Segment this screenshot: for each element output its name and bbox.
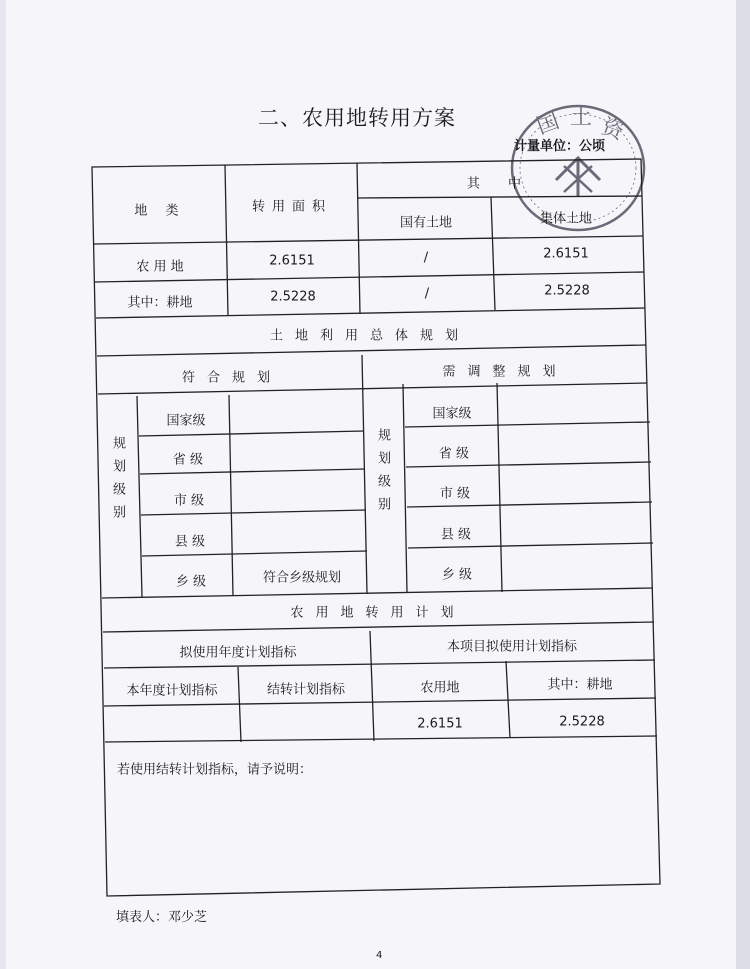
- header-conversion-area: 转用面积: [251, 199, 333, 215]
- farmland-collective-value: 2.6151: [543, 246, 589, 262]
- cultivated-area-value: 2.5228: [270, 289, 316, 305]
- svg-text:土: 土: [570, 105, 593, 130]
- adjust-level-township: 乡 级: [441, 567, 473, 583]
- conform-level-province: 省 级: [172, 452, 204, 468]
- filled-by: [116, 906, 207, 925]
- header-collective-land: 集体土地: [539, 211, 593, 227]
- measurement-unit: 计量单位：公顷: [514, 139, 606, 154]
- svg-text:国: 国: [533, 108, 563, 140]
- header-of-which: 其 中: [466, 176, 534, 192]
- row-label-cultivated: 其中：耕地: [127, 295, 193, 311]
- header-adjust-plan: 需调整规划: [442, 364, 568, 380]
- page-title: 二、农用地转用方案: [258, 106, 456, 130]
- header-farmland: 农用地: [420, 680, 460, 696]
- cultivated-collective-value: 2.5228: [544, 283, 590, 299]
- header-planned-indicators: 拟使用年度计划指标: [179, 645, 297, 661]
- section-title-conversion-plan: 农用地转用计划: [290, 605, 466, 621]
- filled-by-name: 邓少芝: [168, 910, 208, 925]
- cultivated-state-value: /: [424, 286, 430, 302]
- section-title-land-use-plan: 土地利用总体规划: [269, 328, 471, 344]
- carryover-note-label: 若使用结转计划指标，请予说明：: [117, 762, 313, 778]
- plan-level-label-left: 规划级别: [110, 436, 125, 528]
- filled-by-label: 填表人：: [116, 910, 169, 925]
- conform-level-county: 县 级: [174, 534, 206, 550]
- conform-level-township: 乡 级: [175, 574, 207, 590]
- farmland-indicator-value: 2.6151: [417, 716, 463, 732]
- header-cultivated: 其中：耕地: [547, 677, 613, 693]
- cultivated-indicator-value: 2.5228: [559, 714, 605, 730]
- header-project-indicators: 本项目拟使用计划指标: [446, 639, 578, 655]
- plan-level-label-right: 规划级别: [375, 428, 390, 520]
- adjust-level-county: 县 级: [440, 527, 472, 543]
- svg-text:资: 资: [597, 114, 628, 146]
- row-label-farmland: 农 用 地: [136, 259, 184, 275]
- header-carryover-indicator: 结转计划指标: [266, 682, 346, 698]
- header-conform-plan: 符合规划: [181, 370, 283, 386]
- header-annual-indicator: 本年度计划指标: [126, 683, 218, 699]
- conform-level-city: 市 级: [173, 493, 205, 509]
- header-state-land: 国有土地: [399, 215, 453, 231]
- adjust-level-national: 国家级: [432, 406, 472, 422]
- header-land-type: 地 类: [134, 203, 186, 219]
- conform-value-township: 符合乡级规划: [262, 570, 342, 586]
- conform-level-national: 国家级: [166, 413, 206, 429]
- farmland-area-value: 2.6151: [269, 253, 315, 269]
- page-number: 4: [376, 950, 383, 961]
- farmland-state-value: /: [423, 250, 429, 266]
- adjust-level-city: 市 级: [439, 486, 471, 502]
- adjust-level-province: 省 级: [438, 446, 470, 462]
